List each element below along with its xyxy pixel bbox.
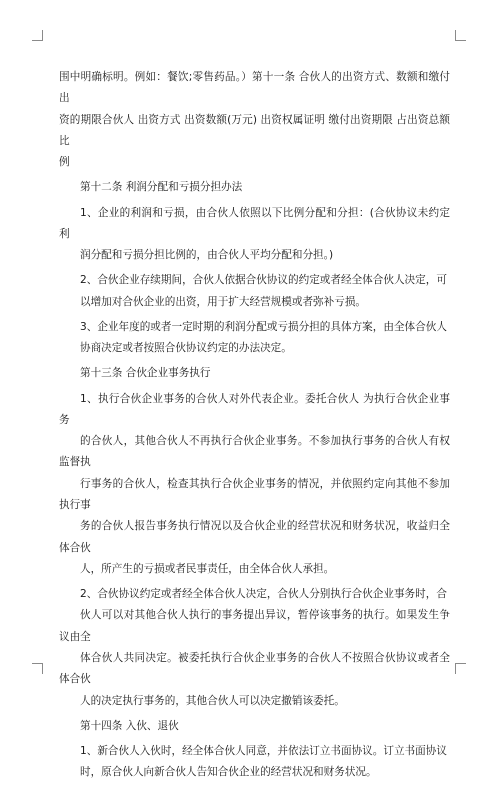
paragraph bbox=[59, 270, 450, 313]
text-line: 协商决定或者按照合伙协议约定的办法决定。 bbox=[80, 342, 292, 355]
text-line: 体合伙人共同决定。被委托执行合伙企业事务的合伙人不按照合伙协议或者全体合伙 bbox=[59, 651, 450, 686]
section-heading bbox=[59, 716, 450, 737]
text-line: 人的决定执行事务的，其他合伙人可以决定撤销该委托。 bbox=[80, 694, 345, 707]
text-line: 1、执行合伙企业事务的合伙人对外代表企业。委托合伙人 为执行合伙企业事务 bbox=[59, 392, 450, 426]
text-line: 2、合伙企业存续期间，合伙人依据合伙协议的约定或者经全体合伙人决定，可 bbox=[80, 274, 447, 287]
text-line: 务的合伙人报告事务执行情况以及合伙企业的经营状况和财务状况，收益归全体合伙 bbox=[59, 520, 450, 554]
crop-mark-top-left bbox=[32, 30, 43, 41]
text-line: 第十三条 合伙企业事务执行 bbox=[80, 367, 211, 380]
paragraph bbox=[59, 741, 450, 784]
text-line: 人，所产生的亏损或者民事责任，由全体合伙人承担。 bbox=[80, 562, 335, 575]
crop-mark-top-right bbox=[455, 30, 466, 41]
text-line: 的合伙人，其他合伙人不再执行合伙企业事务。不参加执行事务的合伙人有权监督执 bbox=[59, 435, 450, 469]
paragraph bbox=[59, 317, 450, 360]
text-line: 3、企业年度的或者一定时期的利润分配或亏损分担的具体方案，由全体合伙人 bbox=[80, 320, 447, 333]
crop-mark-bottom-left bbox=[32, 663, 43, 674]
text-line: 1、企业的利润和亏损，由合伙人依照以下比例分配和分担：(合伙协议未约定利 bbox=[59, 206, 450, 240]
text-line: 第十四条 入伙、退伙 bbox=[80, 719, 179, 732]
text-line: 1、新合伙人入伙时，经全体合伙人同意，并依法订立书面协议。订立书面协议 bbox=[80, 744, 447, 757]
text-line: 以增加对合伙企业的出资，用于扩大经营规模或者弥补亏损。 bbox=[80, 295, 367, 308]
text-line: 润分配和亏损分担比例的，由合伙人平均分配和分担。) bbox=[80, 249, 334, 262]
paragraph bbox=[59, 584, 450, 712]
text-line: 例 bbox=[59, 156, 70, 169]
text-line: 2、合伙协议约定或者经全体合伙人决定，合伙人分别执行合伙企业事务时，合 bbox=[80, 588, 447, 601]
text-line: 行事务的合伙人，检查其执行合伙企业事务的情况，并依照约定向其他不参加执行事 bbox=[59, 477, 450, 511]
text-line: 围中明确标明。例如：餐饮;零售药品。）第十一条 合伙人的出资方式、数额和缴付出 bbox=[59, 71, 450, 105]
crop-mark-bottom-right bbox=[455, 663, 466, 674]
paragraph bbox=[59, 203, 450, 267]
text-line: 第十二条 利润分配和亏损分担办法 bbox=[80, 181, 243, 194]
paragraph bbox=[59, 67, 450, 173]
text-line: 时，原合伙人向新合伙人告知合伙企业的经营状况和财务状况。 bbox=[80, 766, 377, 779]
text-line: 伙人可以对其他合伙人执行的事务提出异议，暂停该事务的执行。如果发生争议由全 bbox=[59, 609, 450, 643]
document-body bbox=[59, 67, 450, 787]
section-heading bbox=[59, 363, 450, 384]
text-line: 资的期限合伙人 出资方式 出资数额(万元) 出资权属证明 缴付出资期限 占出资总额比 bbox=[59, 113, 450, 147]
section-heading bbox=[59, 177, 450, 198]
paragraph bbox=[59, 389, 450, 581]
